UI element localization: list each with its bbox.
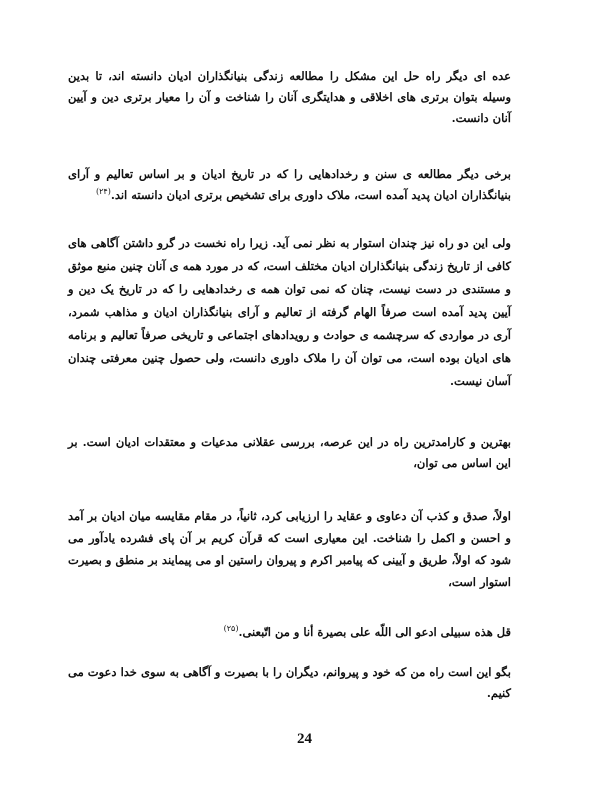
paragraph-text: بهترین و کارامدترین راه در این عرصه، بررسی عقلانی مدعیات و معتقدات ادیان است. بر این اساس می توان، <box>68 435 511 470</box>
paragraph-text: بگو این است راه من که خود و پیروانم، دیگران را با بصیرت و آگاهی به سوی خدا دعوت می کنیم. <box>68 665 511 700</box>
paragraph-best-way <box>68 432 511 474</box>
paragraph-traditions-events <box>68 164 511 206</box>
paragraph-text: برخی دیگر مطالعه ی سنن و رخدادهایی را که در تاریخ ادیان و بر اساس تعالیم و آرای بنیانگذاران ادیان پدید آمده است، ملاک داوری برای تشخیص برتری ادیان دانسته اند. <box>68 167 511 202</box>
paragraph-firstly-secondly <box>68 505 511 593</box>
footnote-marker: (٢۴) <box>95 187 111 197</box>
paragraph-critique <box>68 232 511 393</box>
paragraph-text: عده ای دیگر راه حل این مشکل را مطالعه زندگی بنیانگذاران ادیان دانسته اند، تا بدین وسیله بتوان برتری های اخلاقی و هدایتگری آنان را شناخت و آن را معیار برتری دین و آیین آنان دانست. <box>68 69 511 125</box>
quran-verse <box>68 622 511 643</box>
footnote-marker: (٢۵) <box>223 624 239 634</box>
verse-translation <box>68 662 511 704</box>
page-number: 24 <box>297 731 312 747</box>
verse-text: قل هذه سبیلی ادعو الی اللّه علی بصیرة أنا و من اتّبعنی. <box>238 625 511 639</box>
paragraph-text: ولی این دو راه نیز چندان استوار به نظر نمی آید. زیرا راه نخست در گرو داشتن آگاهی های کافی از تاریخ زندگی بنیانگذاران ادیان مختلف است، که در مورد همه ی آنان چنین منبع موثق و مستندی در دست نیست، چنان که نمی توان همه ی رخدادهایی را که در تاریخ یک دین و آیین پدید آمده است صرفاً الهام گرفته از تعالیم و آرای بنیانگذاران ادیان و مذاهب شمرد، آری در مواردی که سرچشمه ی حوادث و رویدادهای اجتماعی و تاریخی صرفاً تعالیم و برنامه های ادیان بوده است، می توان آن را ملاک داوری دانست، ولی حصول چنین معرفتی چندان آسان نیست. <box>68 236 511 388</box>
paragraph-text: اولاً، صدق و کذب آن دعاوی و عقاید را ارزیابی کرد، ثانیاً، در مقام مقایسه میان ادیان بر آمد و احسن و اکمل را شناخت. این معیاری است که قرآن کریم بر آن پای فشرده یادآور می شود که اولاً، طریق و آیینی که پیامبر اکرم و پیروان راستین او می پیمایند بر منطق و بصیرت استوار است، <box>68 509 511 589</box>
paragraph-founders-lives <box>68 66 511 129</box>
